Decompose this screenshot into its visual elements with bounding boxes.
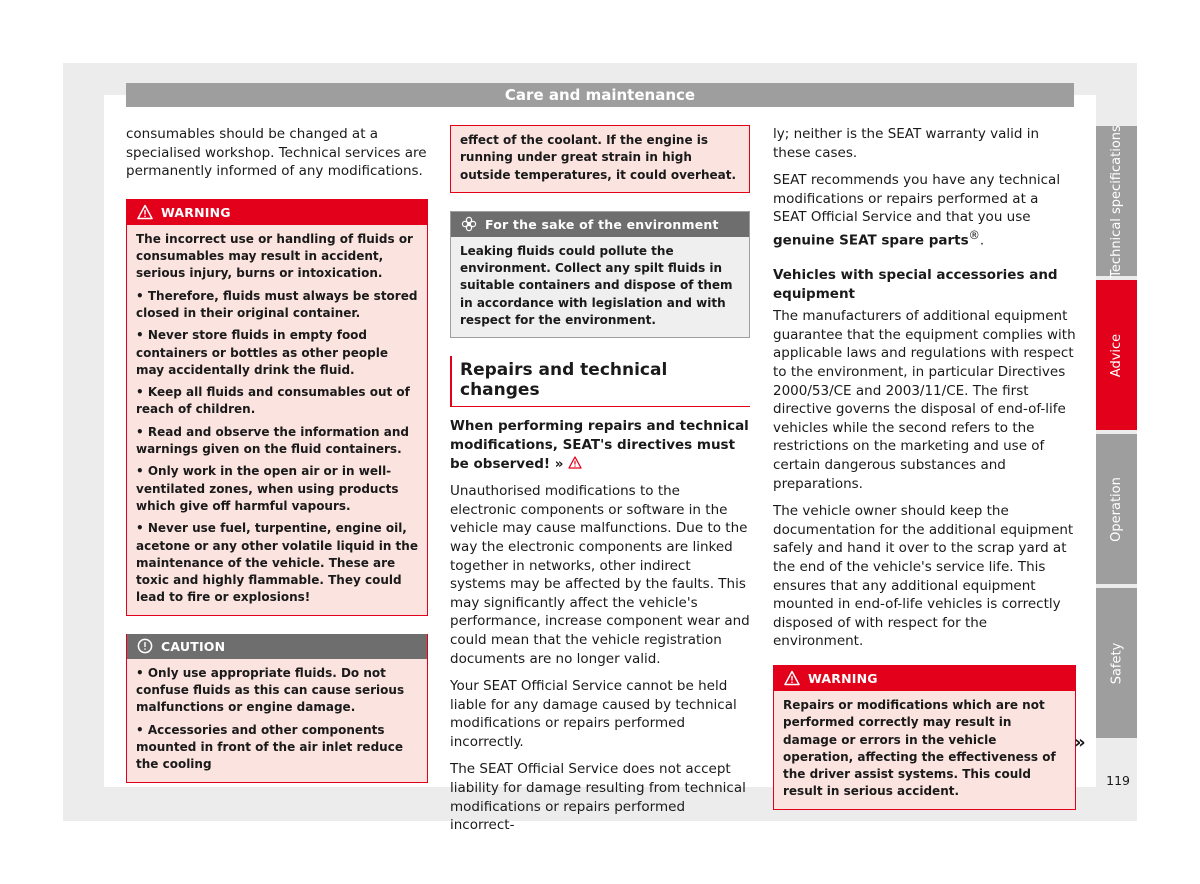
recommendation-paragraph	[773, 171, 1076, 250]
warning-heading: WARNING	[161, 204, 231, 220]
warning-body	[127, 225, 427, 615]
side-tab-advice[interactable]	[1096, 280, 1137, 430]
side-tab-label: Technical specifications	[1109, 124, 1124, 278]
environment-heading: For the sake of the environment	[485, 216, 719, 232]
column-2	[450, 125, 750, 844]
warning-text: Repairs or modifications which are not performed correctly may result in damage or errors in the vehicle operation, affecting the effectiveness of the driver assist systems. This could result in serious accident.	[783, 697, 1056, 799]
caution-continued-body	[451, 126, 749, 192]
caution-item: • Accessories and other components mounted in front of the air inlet reduce the cooling	[136, 722, 418, 774]
section-title: Repairs and technical changes	[450, 356, 750, 407]
warning-item: • Read and observe the information and warnings given on the fluid containers.	[136, 424, 418, 459]
body-paragraph: Unauthorised modifications to the electronic components or software in the vehicle may cause malfunctions. Due to the way the electronic components are linked together in networks, other indirect systems may be affected by the faults. This may significantly affect the vehicle's performance, increase component wear and could mean that the vehicle registration documents are no longer valid.	[450, 483, 750, 667]
warning-box-2	[773, 665, 1076, 810]
column-1	[126, 125, 428, 801]
period: .	[979, 232, 985, 249]
warning-item: • Only work in the open air or in well-ventilated zones, when using products which give off harmful vapours.	[136, 463, 418, 515]
body-paragraph: The SEAT Official Service does not accept liability for damage resulting from technical modifications or repairs performed incorrect-	[450, 761, 746, 834]
continue-arrow-icon: »	[1074, 732, 1086, 753]
warning-intro: The incorrect use or handling of fluids or consumables may result in accident, serious injury, burns or intoxication.	[136, 231, 413, 281]
warning-header	[127, 200, 427, 225]
warning-triangle-icon	[137, 204, 153, 220]
intro-paragraph: consumables should be changed at a specialised workshop. Technical services are permanently informed of any modifications.	[126, 126, 427, 180]
lead-text: When performing repairs and technical modifications, SEAT's directives must be observed!	[450, 418, 749, 472]
registered-mark: ®	[968, 228, 980, 242]
environment-header	[451, 212, 749, 237]
spare-parts-emphasis: genuine SEAT spare parts	[773, 232, 969, 249]
lead-reference[interactable]: »	[554, 455, 564, 472]
warning-triangle-icon	[784, 670, 800, 686]
warning-heading: WARNING	[808, 670, 878, 686]
recommendation-text: SEAT recommends you have any technical modifications or repairs performed at a SEAT Official Service and that you use	[773, 172, 1061, 226]
warning-header	[774, 666, 1075, 691]
side-tab-label: Safety	[1109, 642, 1124, 684]
environment-box	[450, 211, 750, 338]
caution-item: • Only use appropriate fluids. Do not confuse fluids as this can cause serious malfunctions or engine damage.	[136, 665, 418, 717]
lead-paragraph	[450, 417, 750, 473]
caution-body	[127, 659, 427, 782]
warning-triangle-icon[interactable]	[568, 456, 582, 469]
warning-box	[126, 199, 428, 616]
page-number: 119	[1106, 773, 1130, 788]
body-paragraph: Your SEAT Official Service cannot be held liable for any damage caused by technical modifications or repairs performed incorrectly.	[450, 678, 737, 750]
warning-item: • Never use fuel, turpentine, engine oil, acetone or any other volatile liquid in the maintenance of the vehicle. These are toxic and highly flammable. They could lead to fire or explosions!	[136, 520, 418, 606]
chapter-header: Care and maintenance	[126, 83, 1074, 107]
subheading: Vehicles with special accessories and equipment	[773, 267, 1058, 302]
side-tab-technical-specifications[interactable]	[1096, 126, 1137, 276]
environment-text: Leaking fluids could pollute the environment. Collect any spilt fluids in suitable containers and dispose of them in accordance with legislation and with respect for the environment.	[460, 243, 733, 328]
body-paragraph: The manufacturers of additional equipment guarantee that the equipment complies with applicable laws and regulations with respect to the environment, in particular Directives 2000/53/CE and 2003/11/CE. The first directive governs the disposal of end-of-life vehicles while the second refers to the restrictions on the marketing and use of certain dangerous substances and preparations.	[773, 308, 1076, 492]
caution-continued-box	[450, 125, 750, 193]
side-tab-label: Operation	[1109, 476, 1125, 542]
caution-continued-text: effect of the coolant. If the engine is running under great strain in high outside temperatures, it could overheat.	[460, 133, 737, 182]
side-tab-label: Advice	[1109, 333, 1124, 377]
caution-heading: CAUTION	[161, 638, 226, 654]
column-3	[773, 125, 1076, 828]
side-tab-operation[interactable]	[1096, 434, 1137, 584]
body-paragraph: ly; neither is the SEAT warranty valid in these cases.	[773, 126, 1040, 161]
caution-box	[126, 634, 428, 783]
warning-item: • Therefore, fluids must always be stored closed in their original container.	[136, 288, 418, 323]
warning-item: • Never store fluids in empty food containers or bottles as other people may accidentally drink the fluid.	[136, 327, 418, 379]
environment-body	[451, 237, 749, 337]
caution-circle-icon	[137, 638, 153, 654]
flower-icon	[461, 216, 477, 232]
body-paragraph: The vehicle owner should keep the documentation for the additional equipment safely and hand it over to the scrap yard at the end of the vehicle's service life. This ensures that any additional equipment mounted in end-of-life vehicles is correctly disposed of with respect for the environment.	[773, 503, 1074, 650]
caution-header	[127, 634, 427, 659]
warning-item: • Keep all fluids and consumables out of reach of children.	[136, 384, 418, 419]
warning-body	[774, 691, 1075, 809]
side-tab-safety[interactable]	[1096, 588, 1137, 738]
